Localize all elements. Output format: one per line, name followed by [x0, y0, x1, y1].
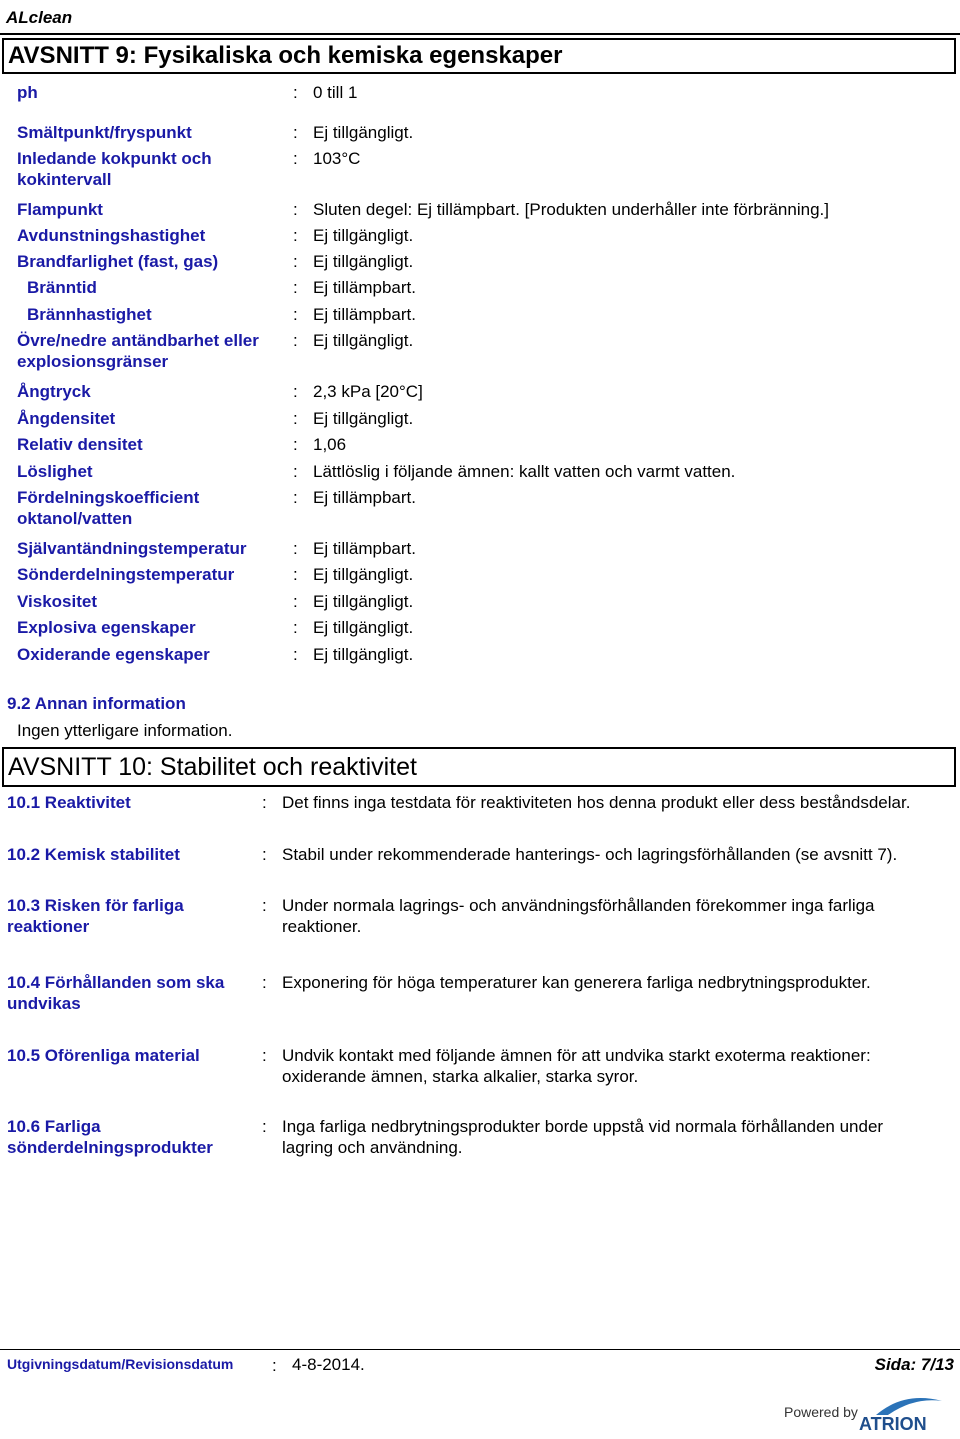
atrion-logo-text: ATRION — [859, 1414, 927, 1433]
separator: : — [272, 1356, 277, 1375]
other-info-text: Ingen ytterligare information. — [17, 721, 233, 740]
brand-name: ALclean — [6, 8, 73, 27]
property-value: Ej tillgängligt. — [313, 618, 414, 637]
other-info-heading: 9.2 Annan information — [7, 694, 186, 713]
revision-date-value: 4-8-2014. — [292, 1355, 365, 1374]
separator: : — [293, 252, 298, 271]
separator: : — [293, 592, 298, 611]
atrion-logo — [858, 1393, 956, 1433]
separator: : — [293, 305, 298, 324]
property-label: Övre/nedre antändbarhet eller explosionsgränser — [17, 331, 259, 371]
separator: : — [293, 565, 298, 584]
separator: : — [293, 278, 298, 297]
separator: : — [262, 793, 267, 812]
property-label: Löslighet — [17, 462, 93, 481]
property-value: Ej tillämpbart. — [313, 278, 416, 297]
property-value: Ej tillämpbart. — [313, 305, 416, 324]
property-label: Ångdensitet — [17, 409, 116, 428]
property-label: Brännhastighet — [27, 305, 152, 324]
property-value: Ej tillgängligt. — [313, 565, 414, 584]
property-label: Viskositet — [17, 592, 98, 611]
property-label: Självantändningstemperatur — [17, 539, 247, 558]
separator: : — [262, 1117, 267, 1136]
separator: : — [262, 1046, 267, 1065]
separator: : — [293, 83, 298, 102]
stability-label: 10.4 Förhållanden som ska undvikas — [7, 973, 225, 1013]
property-value: Sluten degel: Ej tillämpbart. [Produkten underhåller inte förbränning.] — [313, 200, 829, 219]
property-value: Ej tillgängligt. — [313, 226, 414, 245]
separator: : — [293, 435, 298, 454]
property-value: Ej tillgängligt. — [313, 331, 414, 350]
stability-value: Det finns inga testdata för reaktiviteten hos denna produkt eller dess beståndsdelar. — [282, 793, 911, 812]
property-label: Flampunkt — [17, 200, 103, 219]
powered-by-text: Powered by — [784, 1404, 858, 1420]
property-value: Ej tillgängligt. — [313, 592, 414, 611]
property-value: 0 till 1 — [313, 83, 358, 102]
separator: : — [293, 409, 298, 428]
separator: : — [262, 896, 267, 915]
property-value: Ej tillgängligt. — [313, 645, 414, 664]
atrion-swoosh-icon — [876, 1398, 942, 1415]
property-label: Sönderdelningstemperatur — [17, 565, 235, 584]
separator: : — [293, 488, 298, 507]
stability-label: 10.1 Reaktivitet — [7, 793, 131, 812]
separator: : — [293, 382, 298, 401]
footer-divider — [0, 1349, 960, 1350]
section-10-title: AVSNITT 10: Stabilitet och reaktivitet — [2, 747, 956, 787]
property-label: Explosiva egenskaper — [17, 618, 196, 637]
property-value: 103°C — [313, 149, 361, 168]
separator: : — [293, 331, 298, 350]
property-value: 2,3 kPa [20°C] — [313, 382, 423, 401]
property-value: Ej tillgängligt. — [313, 252, 414, 271]
separator: : — [293, 123, 298, 142]
property-label: Oxiderande egenskaper — [17, 645, 210, 664]
stability-label: 10.2 Kemisk stabilitet — [7, 845, 180, 864]
separator: : — [293, 645, 298, 664]
property-label: Avdunstningshastighet — [17, 226, 206, 245]
property-value: Ej tillämpbart. — [313, 488, 416, 507]
page-number: Sida: 7/13 — [874, 1355, 954, 1374]
separator: : — [262, 973, 267, 992]
separator: : — [293, 539, 298, 558]
header-divider — [0, 33, 960, 35]
property-label: Ångtryck — [17, 382, 91, 401]
property-label: Bränntid — [27, 278, 97, 297]
property-label: ph — [17, 83, 38, 102]
property-label: Smältpunkt/fryspunkt — [17, 123, 192, 142]
revision-date-label: Utgivningsdatum/Revisionsdatum — [7, 1356, 234, 1372]
stability-value: Stabil under rekommenderade hanterings- och lagringsförhållanden (se avsnitt 7). — [282, 845, 898, 864]
separator: : — [293, 200, 298, 219]
stability-value: Undvik kontakt med följande ämnen för att undvika starkt exoterma reaktioner: oxiderande ämnen, starka alkalier, starka syror. — [282, 1046, 871, 1086]
separator: : — [293, 618, 298, 637]
separator: : — [293, 462, 298, 481]
stability-label: 10.3 Risken för farliga reaktioner — [7, 896, 184, 936]
separator: : — [262, 845, 267, 864]
property-label: Fördelningskoefficient oktanol/vatten — [17, 488, 200, 528]
property-value: Ej tillgängligt. — [313, 123, 414, 142]
separator: : — [293, 226, 298, 245]
section-9-title: AVSNITT 9: Fysikaliska och kemiska egenskaper — [2, 38, 956, 74]
property-value: Lättlöslig i följande ämnen: kallt vatten och varmt vatten. — [313, 462, 736, 481]
property-label: Inledande kokpunkt och kokintervall — [17, 149, 212, 189]
stability-value: Exponering för höga temperaturer kan generera farliga nedbrytningsprodukter. — [282, 973, 871, 992]
property-value: Ej tillgängligt. — [313, 409, 414, 428]
stability-label: 10.5 Oförenliga material — [7, 1046, 200, 1065]
separator: : — [293, 149, 298, 168]
stability-label: 10.6 Farliga sönderdelningsprodukter — [7, 1117, 213, 1157]
property-value: Ej tillämpbart. — [313, 539, 416, 558]
stability-value: Inga farliga nedbrytningsprodukter borde uppstå vid normala förhållanden under lagring och användning. — [282, 1117, 884, 1157]
property-label: Brandfarlighet (fast, gas) — [17, 252, 219, 271]
stability-value: Under normala lagrings- och användningsförhållanden förekommer inga farliga reaktioner. — [282, 896, 875, 936]
property-value: 1,06 — [313, 435, 347, 454]
property-label: Relativ densitet — [17, 435, 143, 454]
